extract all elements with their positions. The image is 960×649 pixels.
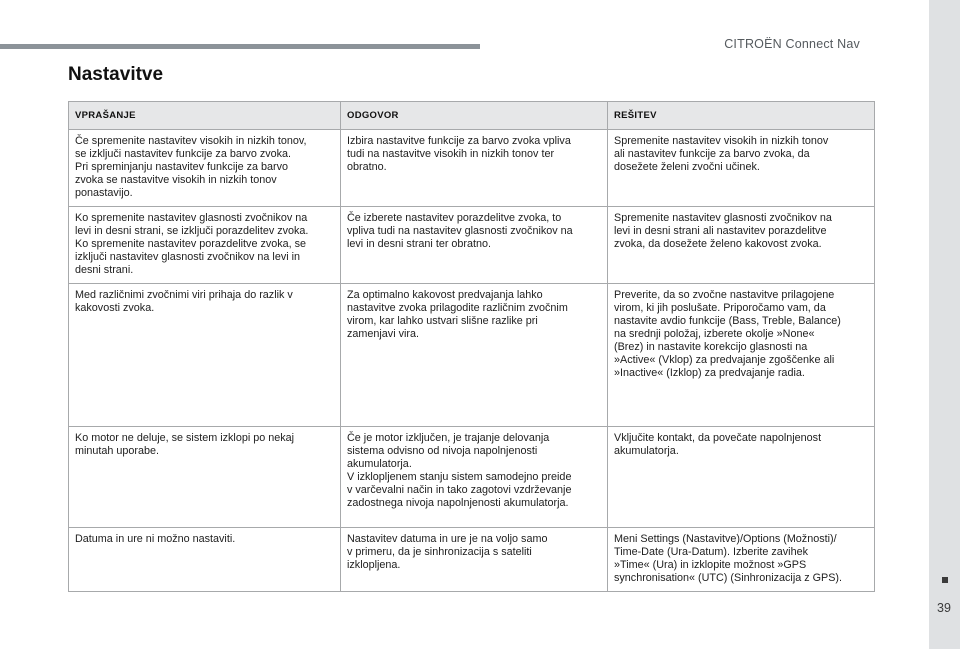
- section-title: Nastavitve: [68, 64, 164, 85]
- table-row: [69, 207, 875, 284]
- table-row: [69, 284, 875, 427]
- column-header-answer: ODGOVOR: [341, 102, 608, 130]
- table-row: [69, 427, 875, 528]
- solution-cell: Spremenite nastavitev glasnosti zvočnikov na levi in desni strani ali nastavitev porazdelitve zvoka, da dosežete želeno kakovost zvoka.: [608, 207, 875, 284]
- question-cell: Če spremenite nastavitev visokih in nizkih tonov, se izključi nastavitev funkcije za barvo zvoka. Pri spreminjanju nastavitev funkcije za barvo zvoka se nastavitve visokih in nizkih tonov ponastavijo.: [69, 130, 341, 207]
- solution-cell: Spremenite nastavitev visokih in nizkih tonov ali nastavitev funkcije za barvo zvoka, da dosežete želeni zvočni učinek.: [608, 130, 875, 207]
- answer-cell: Če izberete nastavitev porazdelitve zvoka, to vpliva tudi na nastavitev glasnosti zvočnikov na levi in desni strani ter obratno.: [341, 207, 608, 284]
- page-side-strip: [929, 0, 960, 649]
- solution-cell: Preverite, da so zvočne nastavitve prilagojene virom, ki jih poslušate. Priporočamo vam, da nastavite avdio funkcije (Bass, Treble, Balance) na srednji položaj, izberete okolje »None« (Brez) in nastavite korekcijo glasnosti na »Active« (Vklop) za predvajanje zgoščenke ali »Inactive« (Izklop) za predvajanje radia.: [608, 284, 875, 427]
- answer-cell: Če je motor izključen, je trajanje delovanja sistema odvisno od nivoja napolnjenosti akumulatorja. V izklopljenem stanju sistem samodejno preide v varčevalni način in tako zagotovi vzdrževanje zadostnega nivoja napolnjenosti akumulatorja.: [341, 427, 608, 528]
- faq-table: [68, 101, 875, 592]
- answer-cell: Za optimalno kakovost predvajanja lahko nastavitve zvoka prilagodite različnim zvočnim virom, kar lahko ustvari slišne razlike pri zamenjavi vira.: [341, 284, 608, 427]
- question-cell: Datuma in ure ni možno nastaviti.: [69, 528, 341, 592]
- answer-cell: Nastavitev datuma in ure je na voljo samo v primeru, da je sinhronizacija s sateliti izklopljena.: [341, 528, 608, 592]
- answer-cell: Izbira nastavitve funkcije za barvo zvoka vpliva tudi na nastavitve visokih in nizkih tonov ter obratno.: [341, 130, 608, 207]
- question-cell: Ko motor ne deluje, se sistem izklopi po nekaj minutah uporabe.: [69, 427, 341, 528]
- brand-label: CITROËN Connect Nav: [724, 37, 860, 51]
- question-cell: Ko spremenite nastavitev glasnosti zvočnikov na levi in desni strani, se izključi porazdelitev zvoka. Ko spremenite nastavitev porazdelitve zvoka, se izključi nastavitev glasnosti zvočnikov na levi in desni strani.: [69, 207, 341, 284]
- column-header-question: VPRAŠANJE: [69, 102, 341, 130]
- solution-cell: Vključite kontakt, da povečate napolnjenost akumulatorja.: [608, 427, 875, 528]
- solution-cell: Meni Settings (Nastavitve)/Options (Možnosti)/ Time-Date (Ura-Datum). Izberite zavihek »Time« (Ura) in izklopite možnost »GPS synchronisation« (UTC) (Sinhronizacija z GPS).: [608, 528, 875, 592]
- question-cell: Med različnimi zvočnimi viri prihaja do razlik v kakovosti zvoka.: [69, 284, 341, 427]
- page-number: 39: [937, 601, 951, 615]
- page-marker-icon: [942, 577, 948, 583]
- table-row: [69, 528, 875, 592]
- table-header-row: [69, 102, 875, 130]
- column-header-solution: REŠITEV: [608, 102, 875, 130]
- table-row: [69, 130, 875, 207]
- header-rule: [0, 44, 480, 49]
